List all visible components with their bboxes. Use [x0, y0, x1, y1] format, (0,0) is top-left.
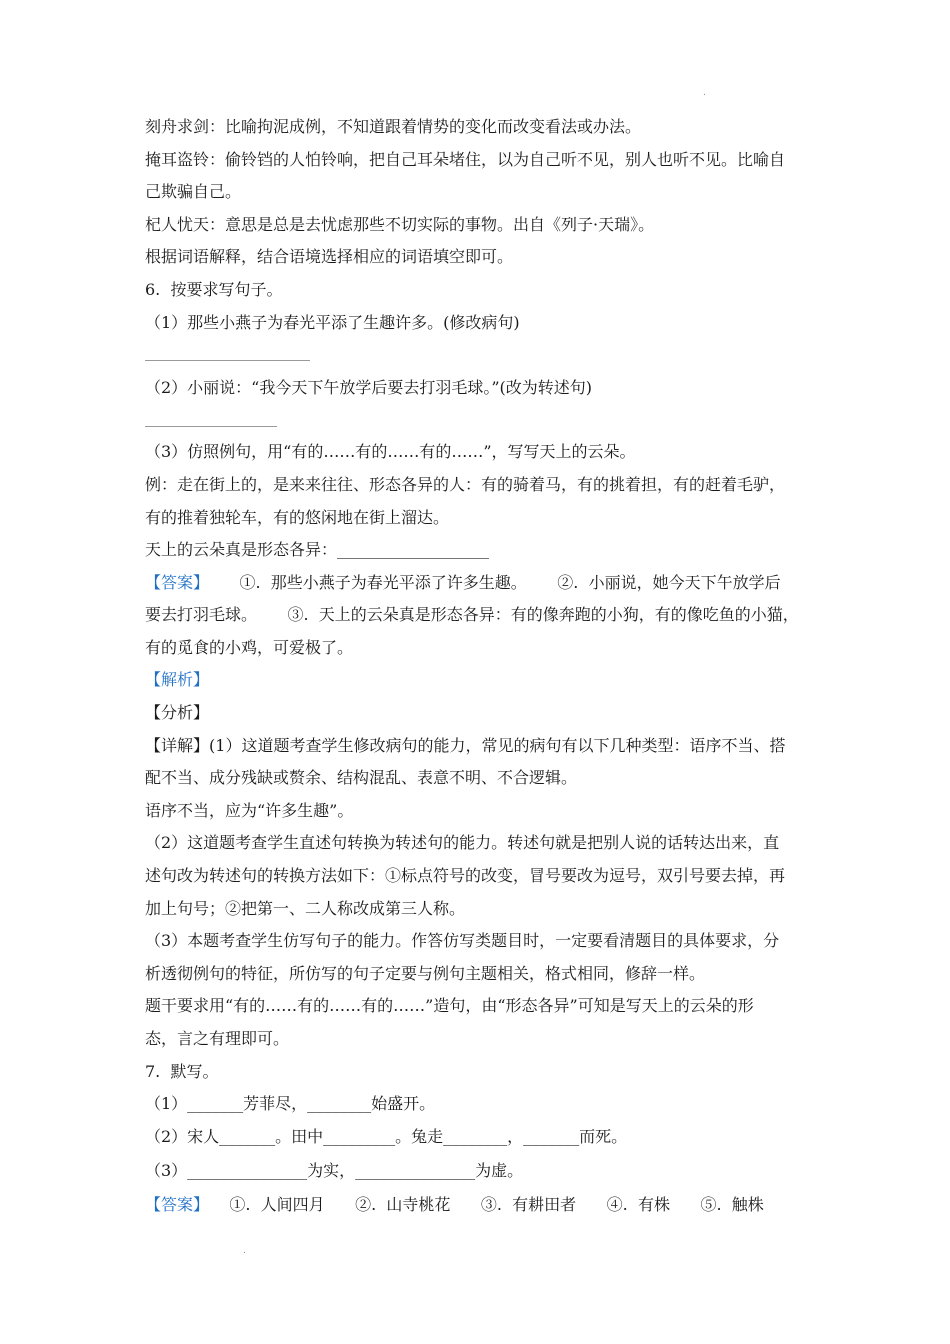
q7-answer-tag: 【答案】: [145, 1195, 210, 1214]
q7-part-2: （2）宋人_______。田中_________。兔走________，_______而死。: [145, 1127, 628, 1146]
q6-detail-line-2: 配不当、成分残缺或赘余、结构混乱、表意不明、不合逻辑。: [145, 768, 578, 787]
idiom-yaner-line-2: 己欺骗自己。: [145, 182, 242, 201]
q6-detail-line-8: 析透彻例句的特征，所仿写的句子定要与例句主题相关，格式相同，修辞一样。: [145, 964, 706, 983]
idiom-yaner-line-1: 掩耳盗铃：偷铃铛的人怕铃响，把自己耳朵堵住，以为自己听不见，别人也听不见。比喻自: [145, 150, 786, 169]
q6-answer-line-1: [145, 360, 310, 361]
q6-example-line-2: 有的推着独轮车，有的悠闲地在街上溜达。: [145, 508, 450, 527]
q6-part-2: （2）小丽说：“我今天下午放学后要去打羽毛球。”(改为转述句): [145, 378, 593, 397]
q6-detail-line-7: （3）本题考查学生仿写句子的能力。作答仿写类题目时，一定要看清题目的具体要求，分: [145, 931, 780, 950]
q6-detail-line-9: 题干要求用“有的……有的……有的……”造句，由“形态各异”可知是写天上的云朵的形: [145, 996, 754, 1015]
q7-part-1: （1）_______芳菲尽，________始盛开。: [145, 1094, 436, 1113]
q6-title: 6. 按要求写句子。: [145, 280, 283, 299]
q6-fenxi-tag: 【分析】: [145, 703, 210, 722]
q6-detail-line-10: 态，言之有理即可。: [145, 1029, 290, 1048]
q6-answer-text-1: ①. 那些小燕子为春光平添了许多生趣。 ②. 小丽说，她今天下午放学后: [209, 573, 781, 592]
q6-detail-tag: 【详解】: [145, 736, 210, 755]
q6-detail-line-5: 述句改为转述句的转换方法如下：①标点符号的改变，冒号要改为逗号，双引号要去掉，再: [145, 866, 786, 885]
q6-part-3: （3）仿照例句，用“有的……有的……有的……”，写写天上的云朵。: [145, 442, 636, 461]
q6-detail-text-1: (1）这道题考查学生修改病句的能力，常见的病句有以下几种类型：语序不当、搭: [209, 736, 786, 755]
idiom-hint: 根据词语解释，结合语境选择相应的词语填空即可。: [145, 247, 514, 266]
q6-answer-tag: 【答案】: [145, 573, 210, 592]
idiom-keshou: 刻舟求剑：比喻拘泥成例，不知道跟着情势的变化而改变看法或办法。: [145, 117, 642, 136]
q7-answer-line: [145, 1194, 764, 1216]
q6-part-1: （1）那些小燕子为春光平添了生趣许多。(修改病句): [145, 313, 520, 332]
top-mark: .: [703, 88, 706, 98]
bottom-mark: .: [243, 1246, 246, 1256]
q7-part-3: （3）_______________为实，_______________为虚。: [145, 1161, 524, 1180]
idiom-qiren: 杞人忧天：意思是总是去忧虑那些不切实际的事物。出自《列子·天瑞》。: [145, 215, 655, 234]
q6-example-line-1: 例：走在街上的，是来来往往、形态各异的人：有的骑着马，有的挑着担，有的赶着毛驴，: [145, 475, 786, 494]
q6-answer-line-2: [145, 426, 277, 427]
q6-answer-text-3: 有的觅食的小鸡，可爱极了。: [145, 638, 354, 657]
q6-detail-line-6: 加上句号；②把第一、二人称改成第三人称。: [145, 899, 466, 918]
q6-detail-line-3: 语序不当，应为“许多生趣”。: [145, 801, 354, 820]
q6-answer-text-2: 要去打羽毛球。 ③. 天上的云朵真是形态各异：有的像奔跑的小狗，有的像吃鱼的小猫，: [145, 605, 799, 624]
q6-jiexi-tag: 【解析】: [145, 670, 210, 689]
q6-detail-line-4: （2）这道题考查学生直述句转换为转述句的能力。转述句就是把别人说的话转达出来，直: [145, 833, 780, 852]
q6-detail-line-1: [145, 735, 785, 757]
q7-title: 7. 默写。: [145, 1062, 219, 1081]
q6-prompt: 天上的云朵真是形态各异：___________________: [145, 540, 490, 559]
q7-answer-text-1: ①. 人间四月 ②. 山寺桃花 ③. 有耕田者 ④. 有株 ⑤. 触株: [209, 1195, 764, 1214]
q6-answer-line-1-text: [145, 572, 781, 594]
